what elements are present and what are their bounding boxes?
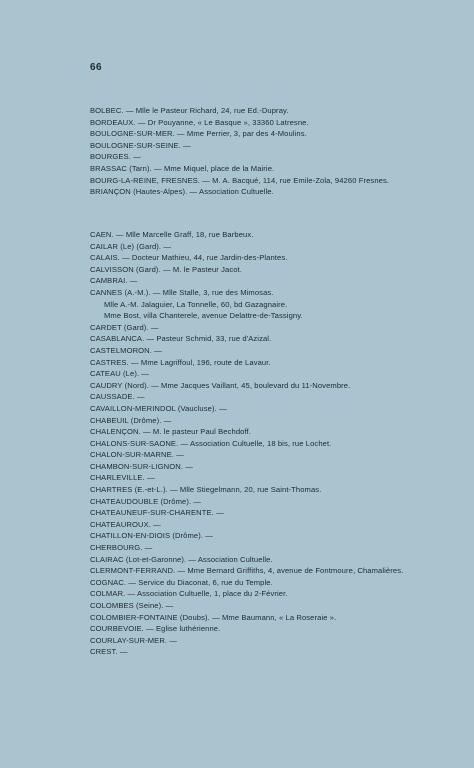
directory-entry: COLMAR. — Association Cultuelle, 1, place du 2-Février. [90,589,288,599]
directory-entry: Mme Bost, villa Chanterele, avenue Delattre-de-Tassigny. [104,311,303,321]
directory-entry: CALVISSON (Gard). — M. le Pasteur Jacot. [90,264,242,274]
directory-entry: COLOMBES (Seine). — [90,601,174,610]
directory-entry: CHATEAUROUX. — [90,519,161,529]
directory-section-b [90,105,462,198]
directory-entry: COURBEVOIE. — Eglise luthérienne. [90,624,221,634]
directory-entry: BOURG-LA-REINE, FRESNES. — M. A. Bacqué, 114, rue Emile-Zola, 94260 Fresnes. [90,175,390,185]
directory-entry: CASTELMORON. — [90,345,162,355]
directory-entry: CASABLANCA. — Pasteur Schmid, 33, rue d'Azizal. [90,334,272,344]
directory-entry: CAMBRAI. — [90,276,138,286]
directory-entry: CATEAU (Le). — [90,369,150,379]
directory-entry: BOULOGNE-SUR-SEINE. — [90,140,191,150]
directory-entry: CANNES (A.-M.). — Mlle Stalle, 3, rue des Mimosas. [90,287,274,297]
directory-entry: CHARLEVILLE. — [90,473,155,483]
directory-entry: BOULOGNE-SUR-MER. — Mme Perrier, 3, par des 4-Moulins. [90,129,307,139]
page-number: 66 [90,62,103,73]
directory-entry: CHERBOURG. — [90,543,153,553]
directory-entry: CREST. — [90,647,128,657]
directory-entry: CHALONS-SUR-SAONE. — Association Cultuelle, 18 bis, rue Lochet. [90,438,332,448]
directory-entry: CAILAR (Le) (Gard). — [90,241,172,251]
directory-entry: COURLAY-SUR-MER. — [90,635,178,645]
directory-entry: CAUDRY (Nord). — Mme Jacques Vaillant, 45, boulevard du 11-Novembre. [90,380,351,390]
directory-section-c [90,229,462,658]
directory-entry: CHABEUIL (Drôme). — [90,415,172,425]
directory-entry: BOURGES. — [90,152,141,162]
directory-entry: BRIANÇON (Hautes-Alpes). — Association Cultuelle. [90,187,274,197]
directory-entry: CASTRES. — Mme Lagriffoul, 196, route de Lavaur. [90,357,271,367]
directory-entry: CLERMONT-FERRAND. — Mme Bernard Griffiths, 4, avenue de Fontmoure, Chamalières. [90,566,404,576]
directory-entry: CAEN. — Mlle Marcelle Graff, 18, rue Barbeux. [90,230,254,239]
directory-entry: CHATEAUDOUBLE (Drôme). — [90,496,202,506]
directory-entry: CLAIRAC (Lot-et-Garonne). — Association Cultuelle. [90,554,273,564]
directory-entry: BORDEAUX. — Dr Pouyanne, « Le Basque », 33360 Latresne. [90,117,309,127]
directory-entry: COGNAC. — Service du Diaconat, 6, rue du Temple. [90,577,273,587]
directory-entry: CAUSSADE. — [90,392,145,402]
directory-entry: COLOMBIER-FONTAINE (Doubs). — Mme Baumann, « La Roseraie ». [90,612,337,622]
directory-entry: CAVAILLON-MERINDOL (Vaucluse). — [90,403,227,413]
directory-entry: BOLBEC. — Mlle le Pasteur Richard, 24, rue Ed.-Dupray. [90,106,289,115]
directory-entry: CHARTRES (E.-et-L.). — Mlle Stiegelmann, 20, rue Saint-Thomas. [90,485,322,495]
directory-entry: CHALON-SUR-MARNE. — [90,450,184,460]
directory-entry: CHALENÇON. — M. le pasteur Paul Bechdoff. [90,427,251,437]
directory-entry: CHATILLON-EN-DIOIS (Drôme). — [90,531,214,541]
directory-entry: CHATEAUNEUF-SUR-CHARENTE. — [90,508,224,518]
directory-entry: Mlle A.-M. Jalaguier, La Tonnelle, 60, bd Gazagnaire. [104,299,288,309]
directory-entry: BRASSAC (Tarn). — Mme Miquel, place de la Mairie. [90,163,275,173]
directory-entry: CARDET (Gard). — [90,322,159,332]
directory-entry: CALAIS. — Docteur Mathieu, 44, rue Jardin-des-Plantes. [90,253,288,263]
directory-entry: CHAMBON-SUR-LIGNON. — [90,461,193,471]
